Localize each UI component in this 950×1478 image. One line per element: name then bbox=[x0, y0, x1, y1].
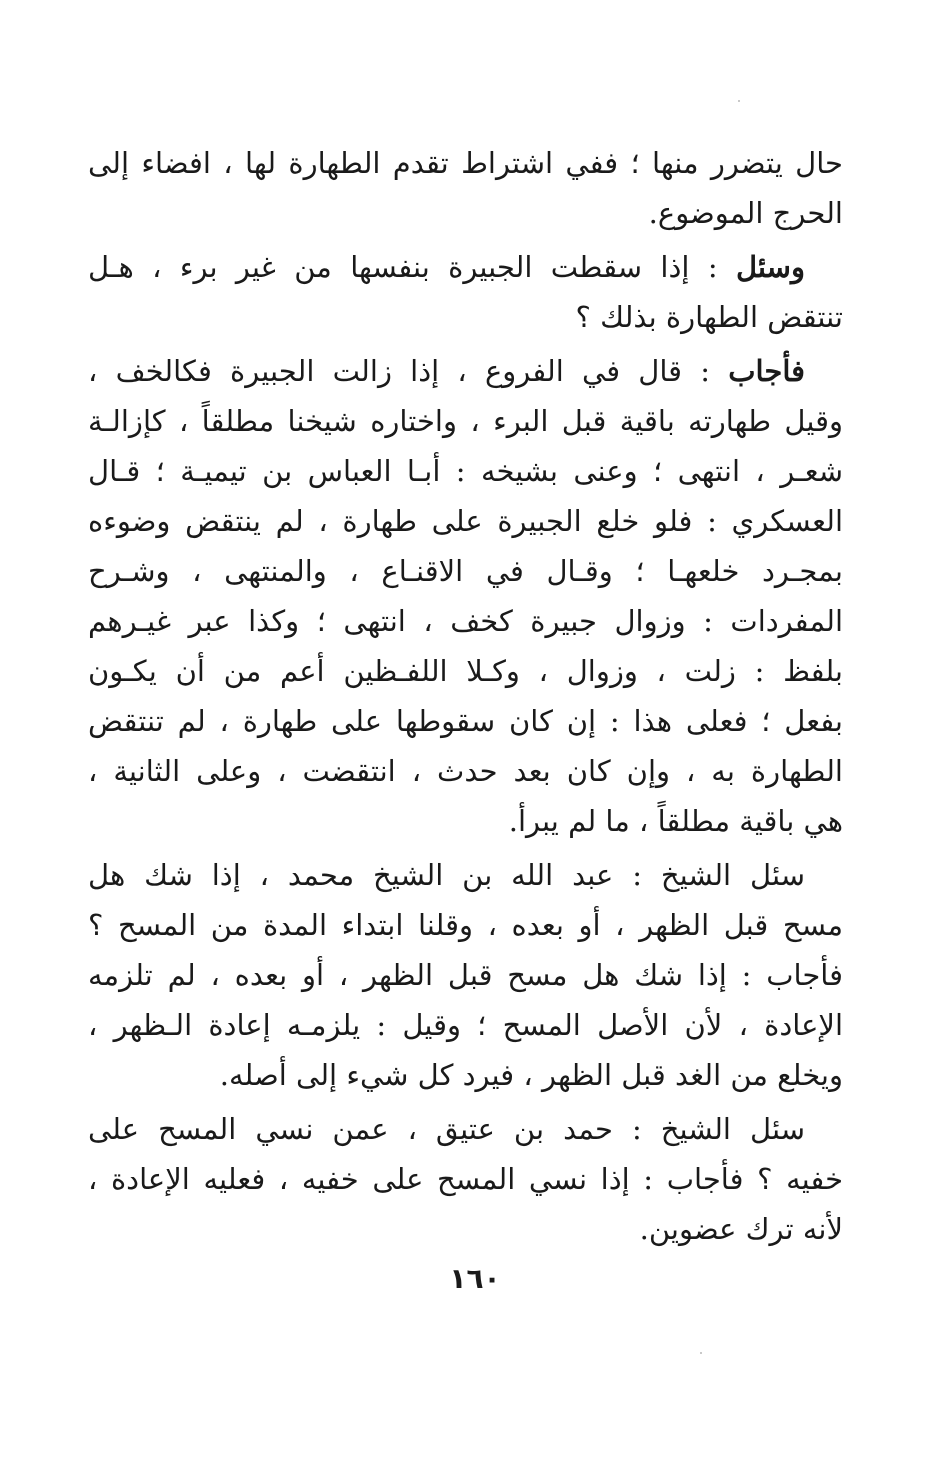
paragraph bbox=[88, 346, 843, 846]
scan-speck bbox=[700, 1352, 702, 1354]
text-line: خفيه ؟ فأجاب : إذا نسي المسح على خفيه ، فعليه الإعادة ، bbox=[88, 1162, 843, 1196]
text-line: العسكري : فلو خلع الجبيرة على طهارة ، لم ينتقض وضوءه bbox=[88, 504, 843, 538]
text-line: لأنه ترك عضوين. bbox=[639, 1212, 843, 1246]
paragraph bbox=[88, 242, 843, 342]
text-line: الطهارة به ، وإن كان بعد حدث ، انتقضت ، وعلى الثانية ، bbox=[88, 754, 843, 788]
page-number: ١٦٠ bbox=[449, 1262, 501, 1295]
text-line: وقيل طهارته باقية قبل البرء ، واختاره شيخنا مطلقاً ، كإزالـة bbox=[88, 404, 843, 438]
text-line: شعـر ، انتهى ؛ وعنى بشيخه : أبـا العباس بن تيميـة ؛ قـال bbox=[88, 454, 843, 488]
text-line: مسح قبل الظهر ، أو بعده ، وقلنا ابتداء المدة من المسح ؟ bbox=[88, 908, 843, 942]
scan-speck bbox=[738, 100, 740, 102]
paragraph bbox=[88, 1104, 843, 1254]
text-line: هي باقية مطلقاً ، ما لم يبرأ. bbox=[508, 804, 843, 838]
text-line bbox=[88, 346, 843, 396]
text-line: بمجـرد خلعهـا ؛ وقـال في الاقنـاع ، والمنتهى ، وشـرح bbox=[88, 554, 843, 588]
question-keyword: وسئل bbox=[735, 250, 805, 284]
text-line: الإعادة ، لأن الأصل المسح ؛ وقيل : يلزمـه إعادة الـظهر ، bbox=[88, 1008, 843, 1042]
text-line: المفردات : وزوال جبيرة كخف ، انتهى ؛ وكذا عبر غيـرهم bbox=[88, 604, 843, 638]
page-body-text bbox=[88, 138, 843, 1254]
paragraph bbox=[88, 138, 843, 238]
text-line: بفعل ؛ فعلى هذا : إن كان سقوطها على طهارة ، لم تنتقض bbox=[88, 704, 843, 738]
text-segment: : إذا سقطت الجبيرة بنفسها من غير برء ، هـل bbox=[88, 250, 718, 284]
text-line: سئل الشيخ : حمد بن عتيق ، عمن نسي المسح على bbox=[88, 1112, 805, 1146]
text-line bbox=[88, 242, 843, 292]
text-line: حال يتضرر منها ؛ ففي اشتراط تقدم الطهارة لها ، افضاء إلى bbox=[88, 146, 843, 180]
answer-keyword: فأجاب bbox=[728, 354, 806, 388]
text-line: بلفظ : زلت ، وزوال ، وكـلا اللفـظين أعم من أن يكـون bbox=[88, 654, 843, 688]
text-line: تنتقض الطهارة بذلك ؟ bbox=[575, 300, 843, 334]
paragraph bbox=[88, 850, 843, 1100]
text-segment: : قال في الفروع ، إذا زالت الجبيرة فكالخف ، bbox=[88, 354, 711, 388]
text-line: فأجاب : إذا شك هل مسح قبل الظهر ، أو بعده ، لم تلزمه bbox=[88, 958, 843, 992]
text-line: ويخلع من الغد قبل الظهر ، فيرد كل شيء إلى أصله. bbox=[219, 1058, 843, 1092]
text-line: سئل الشيخ : عبد الله بن الشيخ محمد ، إذا شك هل bbox=[88, 858, 805, 892]
text-line: الحرج الموضوع. bbox=[648, 196, 843, 230]
